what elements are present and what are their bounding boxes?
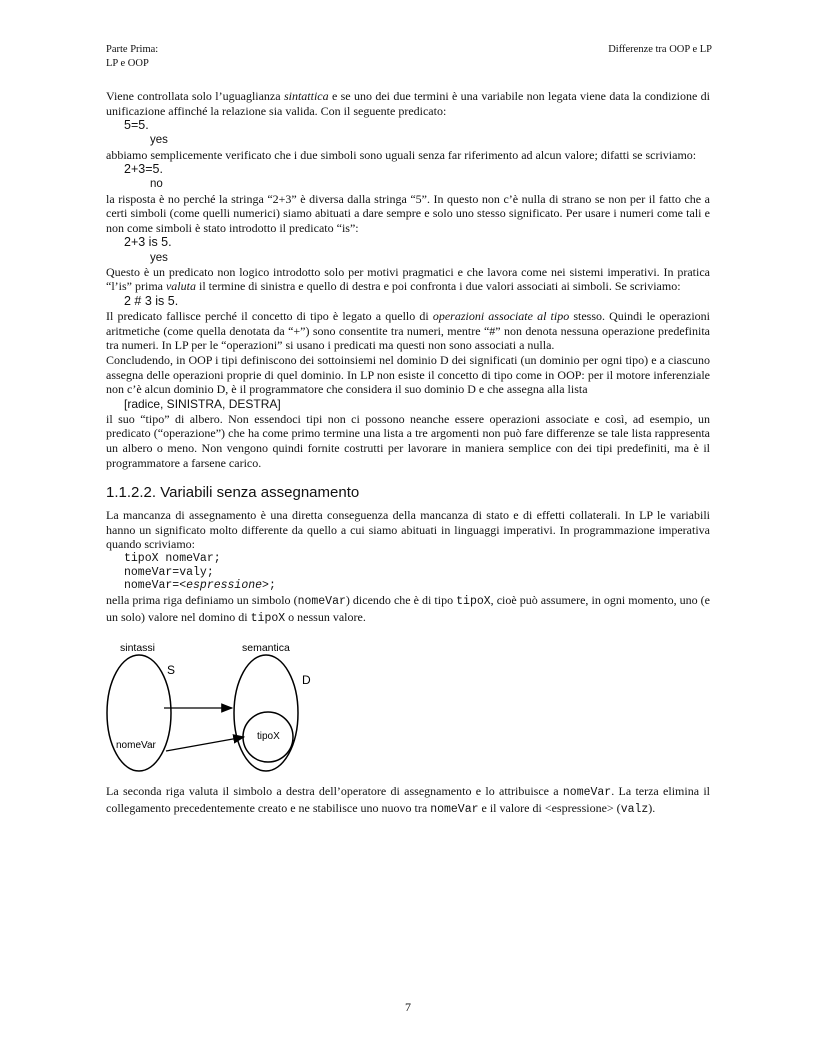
- paragraph-8: La mancanza di assegnamento è una diretta conseguenza della mancanza di stato e di effetti collaterali. In LP le variabili hanno un significato molto differente da quello a cui siamo abituati in linguaggi imperativi. In programmazione imperativa quando scriviamo:: [106, 508, 710, 552]
- code-line-1: 5=5.: [124, 118, 149, 133]
- header-part: Parte Prima:: [106, 44, 159, 55]
- syntax-set-ellipse: [107, 655, 171, 771]
- paragraph-5: Il predicato fallisce perché il concetto di tipo è legato a quello di operazioni associate al tipo stesso. Quindi le operazioni aritmetiche (come quella denotata da “+”) sono consentite tra numeri, mentre “#” non denota nessuna operazione predefinita tra numeri. In LP per le “operazioni” si usano i predicati ma questi non sono associati a nulla.: [106, 309, 711, 353]
- paragraph-1: Viene controllata solo l’uguaglianza sintattica e se uno dei due termini è una variabile non legata viene data la condizione di unificazione affinché la relazione sia valida. Con il seguente predicato:: [106, 89, 710, 118]
- code-line-2: 2+3=5.: [124, 162, 163, 177]
- label-nomevar: nomeVar: [116, 740, 156, 752]
- section-title: 1.1.2.2. Variabili senza assegnamento: [106, 484, 360, 502]
- paragraph-2: abbiamo semplicemente verificato che i due simboli sono uguali senza far riferimento ad alcun valore; difatti se scriviamo:: [106, 147, 697, 162]
- response-3: yes: [150, 251, 168, 264]
- code-line-7: nomeVar=<espressione>;: [124, 579, 276, 593]
- paragraph-4: Questo è un predicato non logico introdotto solo per motivi pragmatici e che lavora come nei sistemi imperativi. In pratica “l’is” prima valuta il termine di sinistra e quello di destra e poi confronta i due valori associati ai simboli. Se scriviamo:: [106, 264, 710, 294]
- label-semantica: semantica: [242, 642, 290, 655]
- response-1: yes: [150, 134, 168, 147]
- response-2: no: [150, 178, 163, 191]
- paragraph-6: Concludendo, in OOP i tipi definiscono dei sottoinsiemi nel dominio D dei significati (un dominio per ogni tipo) e a ciascuno assegna delle operazioni proprie di quel dominio. In LP non esiste il concetto di tipo come in OOP: per il motore inferenziale non c’è alcun dominio D, è il programmatore che considera il suo dominio D e che assegna alla lista: [106, 352, 710, 397]
- code-line-6: nomeVar=valy;: [124, 565, 214, 579]
- list-example: [radice, SINISTRA, DESTRA]: [124, 396, 281, 411]
- mapping-arrow-nomevar: [166, 737, 244, 751]
- header-left: [106, 43, 158, 71]
- diagram-svg: [106, 636, 710, 772]
- paragraph-3: la risposta è no perché la stringa “2+3” è diversa dalla stringa “5”. In questo non c’è nulla di strano se non per il fatto che a certi simboli (come quelli numerici) siamo abituati a dare sempre e solo uno stesso significato. Per usare i numeri come tali e non come simboli è stato introdotto il predicato “is”:: [106, 191, 710, 235]
- header-subtitle: LP e OOP: [106, 58, 149, 69]
- syntax-semantics-diagram: [106, 636, 710, 772]
- code-line-3: 2+3 is 5.: [124, 235, 172, 250]
- label-sintassi: sintassi: [120, 642, 156, 655]
- main-content: [106, 89, 710, 818]
- paragraph-9: nella prima riga definiamo un simbolo (nomeVar) dicendo che è di tipo tipoX, cioè può assumere, in ogni momento, uno (e un solo) valore nel domino di tipoX o nessun valore.: [106, 593, 710, 625]
- label-d: D: [302, 673, 311, 688]
- semantic-domain-ellipse: [234, 655, 298, 771]
- code-line-5: tipoX nomeVar;: [124, 551, 221, 565]
- label-s: S: [167, 663, 176, 678]
- paragraph-10: La seconda riga valuta il simbolo a destra dell’operatore di assegnamento e lo attribuisce a nomeVar. La terza elimina il collegamento precedentemente creato e ne stabilisce uno nuovo tra nomeVar e il valore di <espressione> (valz).: [106, 784, 710, 817]
- page-number: 7: [405, 1000, 411, 1014]
- paragraph-7: il suo “tipo” di albero. Non essendoci tipi non ci possono neanche essere operazioni associate e così, ad esempio, un predicato (“operazione”) che ha come primo termine una lista a tre argomenti non può fare differenze se tale lista rappresenta un albero o meno. Non vengono quindi fornite costrutti per lavorare in maniera semplice con dei tipi predefiniti, ma è il programmatore a farsene carico.: [106, 411, 710, 470]
- header-right: Differenze tra OOP e LP: [608, 44, 712, 55]
- label-tipox: tipoX: [257, 731, 280, 743]
- code-line-4: 2 # 3 is 5.: [124, 293, 179, 308]
